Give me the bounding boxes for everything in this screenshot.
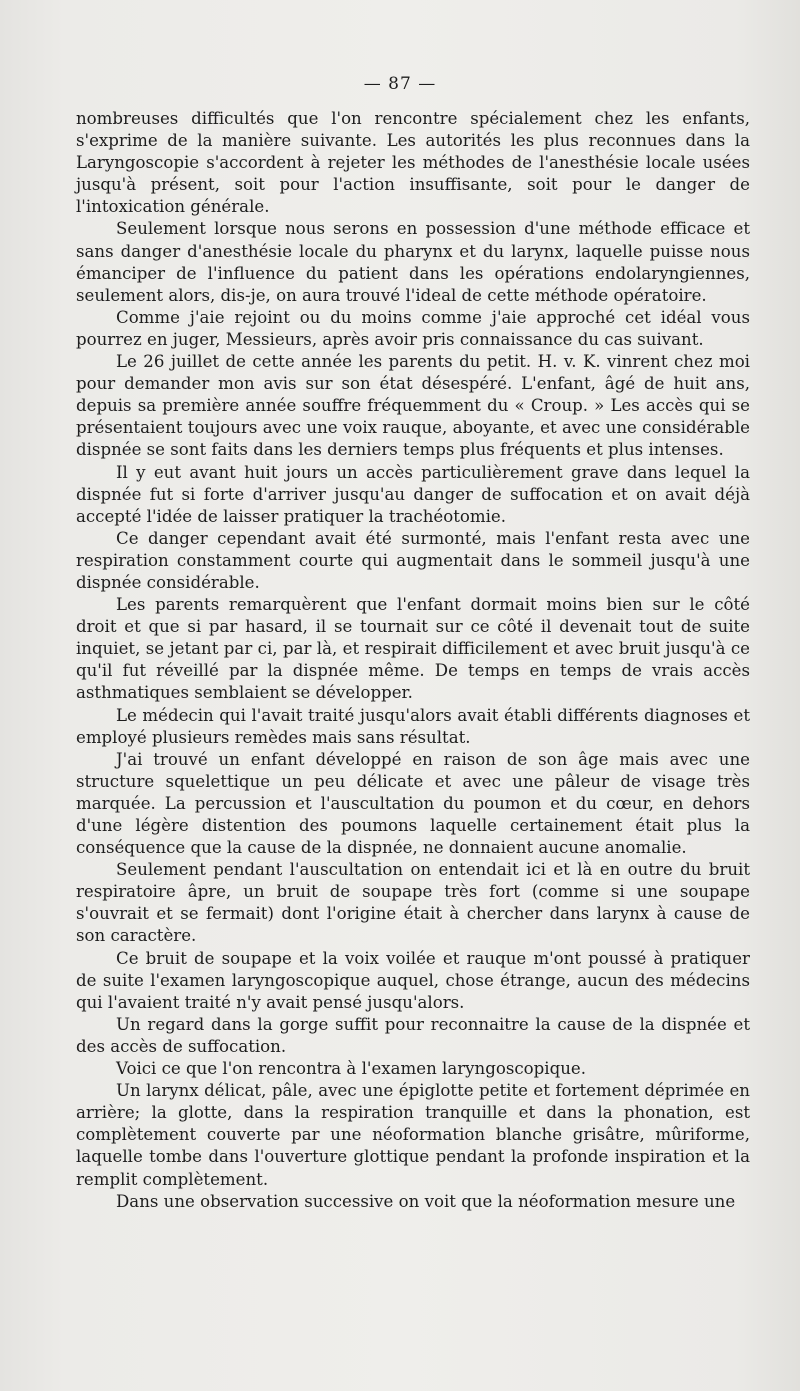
paragraph: Il y eut avant huit jours un accès particulièrement grave dans lequel la dispnée fut si forte d'arriver jusqu'au danger de suffocation et on avait déjà accepté l'idée de laisser pratiquer la trachéotomie. [76, 462, 750, 526]
paragraph: Un larynx délicat, pâle, avec une épiglotte petite et fortement déprimée en arrière; la glotte, dans la respiration tranquille et dans la phonation, est complètement couverte par une néoformation blanche grisâtre, mûriforme, laquelle tombe dans l'ouverture glottique pendant la profonde inspiration et la remplit complètement. [76, 1081, 750, 1189]
paragraph: Seulement pendant l'auscultation on entendait ici et là en outre du bruit respiratoire âpre, un bruit de soupape très fort (comme si une soupape s'ouvrait et se fermait) dont l'origine était à chercher dans larynx à cause de son caractère. [76, 860, 750, 946]
paragraph: Ce bruit de soupape et la voix voilée et rauque m'ont poussé à pratiquer de suite l'examen laryngoscopique auquel, chose étrange, aucun des médecins qui l'avaient traité n'y avait pensé jusqu'alors. [76, 948, 750, 1012]
paragraph: Le 26 juillet de cette année les parents du petit. H. v. K. vinrent chez moi pour demander mon avis sur son état désespéré. L'enfant, âgé de huit ans, depuis sa première année souffre fréquemment du « Croup. » Les accès qui se présentaient toujours avec une voix rauque, aboyante, et avec une considérable dispnée se sont faits dans les derniers temps plus fréquents et plus intenses. [76, 352, 750, 460]
paragraph: J'ai trouvé un enfant développé en raison de son âge mais avec une structure squelettique un peu délicate et avec une pâleur de visage très marquée. La percussion et l'auscultation du poumon et du cœur, en dehors d'une légère distention des poumons laquelle certainement était plus la conséquence que la cause de la dispnée, ne donnaient aucune anomalie. [76, 749, 750, 858]
paragraph: Comme j'aie rejoint ou du moins comme j'aie approché cet idéal vous pourrez en juger, Messieurs, après avoir pris connaissance du cas suivant. [76, 307, 750, 349]
paragraph: Le médecin qui l'avait traité jusqu'alors avait établi différents diagnoses et employé plusieurs remèdes mais sans résultat. [76, 705, 750, 747]
paragraph: nombreuses difficultés que l'on rencontre spécialement chez les enfants, s'exprime de la manière suivante. Les autorités les plus reconnues dans la Laryngoscopie s'accordent à rejeter les méthodes de l'anesthésie locale usées jusqu'à présent, soit pour l'action insuffisante, soit pour le danger de l'intoxication générale. [76, 109, 750, 217]
paragraph: Ce danger cependant avait été surmonté, mais l'enfant resta avec une respiration constamment courte qui augmentait dans le sommeil jusqu'à une dispnée considérable. [76, 528, 750, 592]
paragraph: Les parents remarquèrent que l'enfant dormait moins bien sur le côté droit et que si par hasard, il se tournait sur ce côté il devenait tout de suite inquiet, se jetant par ci, par là, et respirait difficilement et avec bruit jusqu'à ce qu'il fut réveillé par la dispnée même. De temps en temps de vrais accès asthmatiques semblaient se développer. [76, 595, 750, 703]
body-text [76, 108, 750, 1213]
paragraph: Seulement lorsque nous serons en possession d'une méthode efficace et sans danger d'anesthésie locale du pharynx et du larynx, laquelle puisse nous émanciper de l'influence du patient dans les opérations endolaryngiennes, seulement alors, dis-je, on aura trouvé l'ideal de cette méthode opératoire. [76, 219, 750, 305]
page-number: — 87 — [363, 74, 437, 94]
paragraph: Dans une observation successive on voit que la néoformation mesure une [116, 1191, 736, 1211]
paragraph: Voici ce que l'on rencontra à l'examen laryngoscopique. [116, 1059, 586, 1079]
paragraph: Un regard dans la gorge suffit pour reconnaitre la cause de la dispnée et des accès de suffocation. [76, 1014, 750, 1056]
